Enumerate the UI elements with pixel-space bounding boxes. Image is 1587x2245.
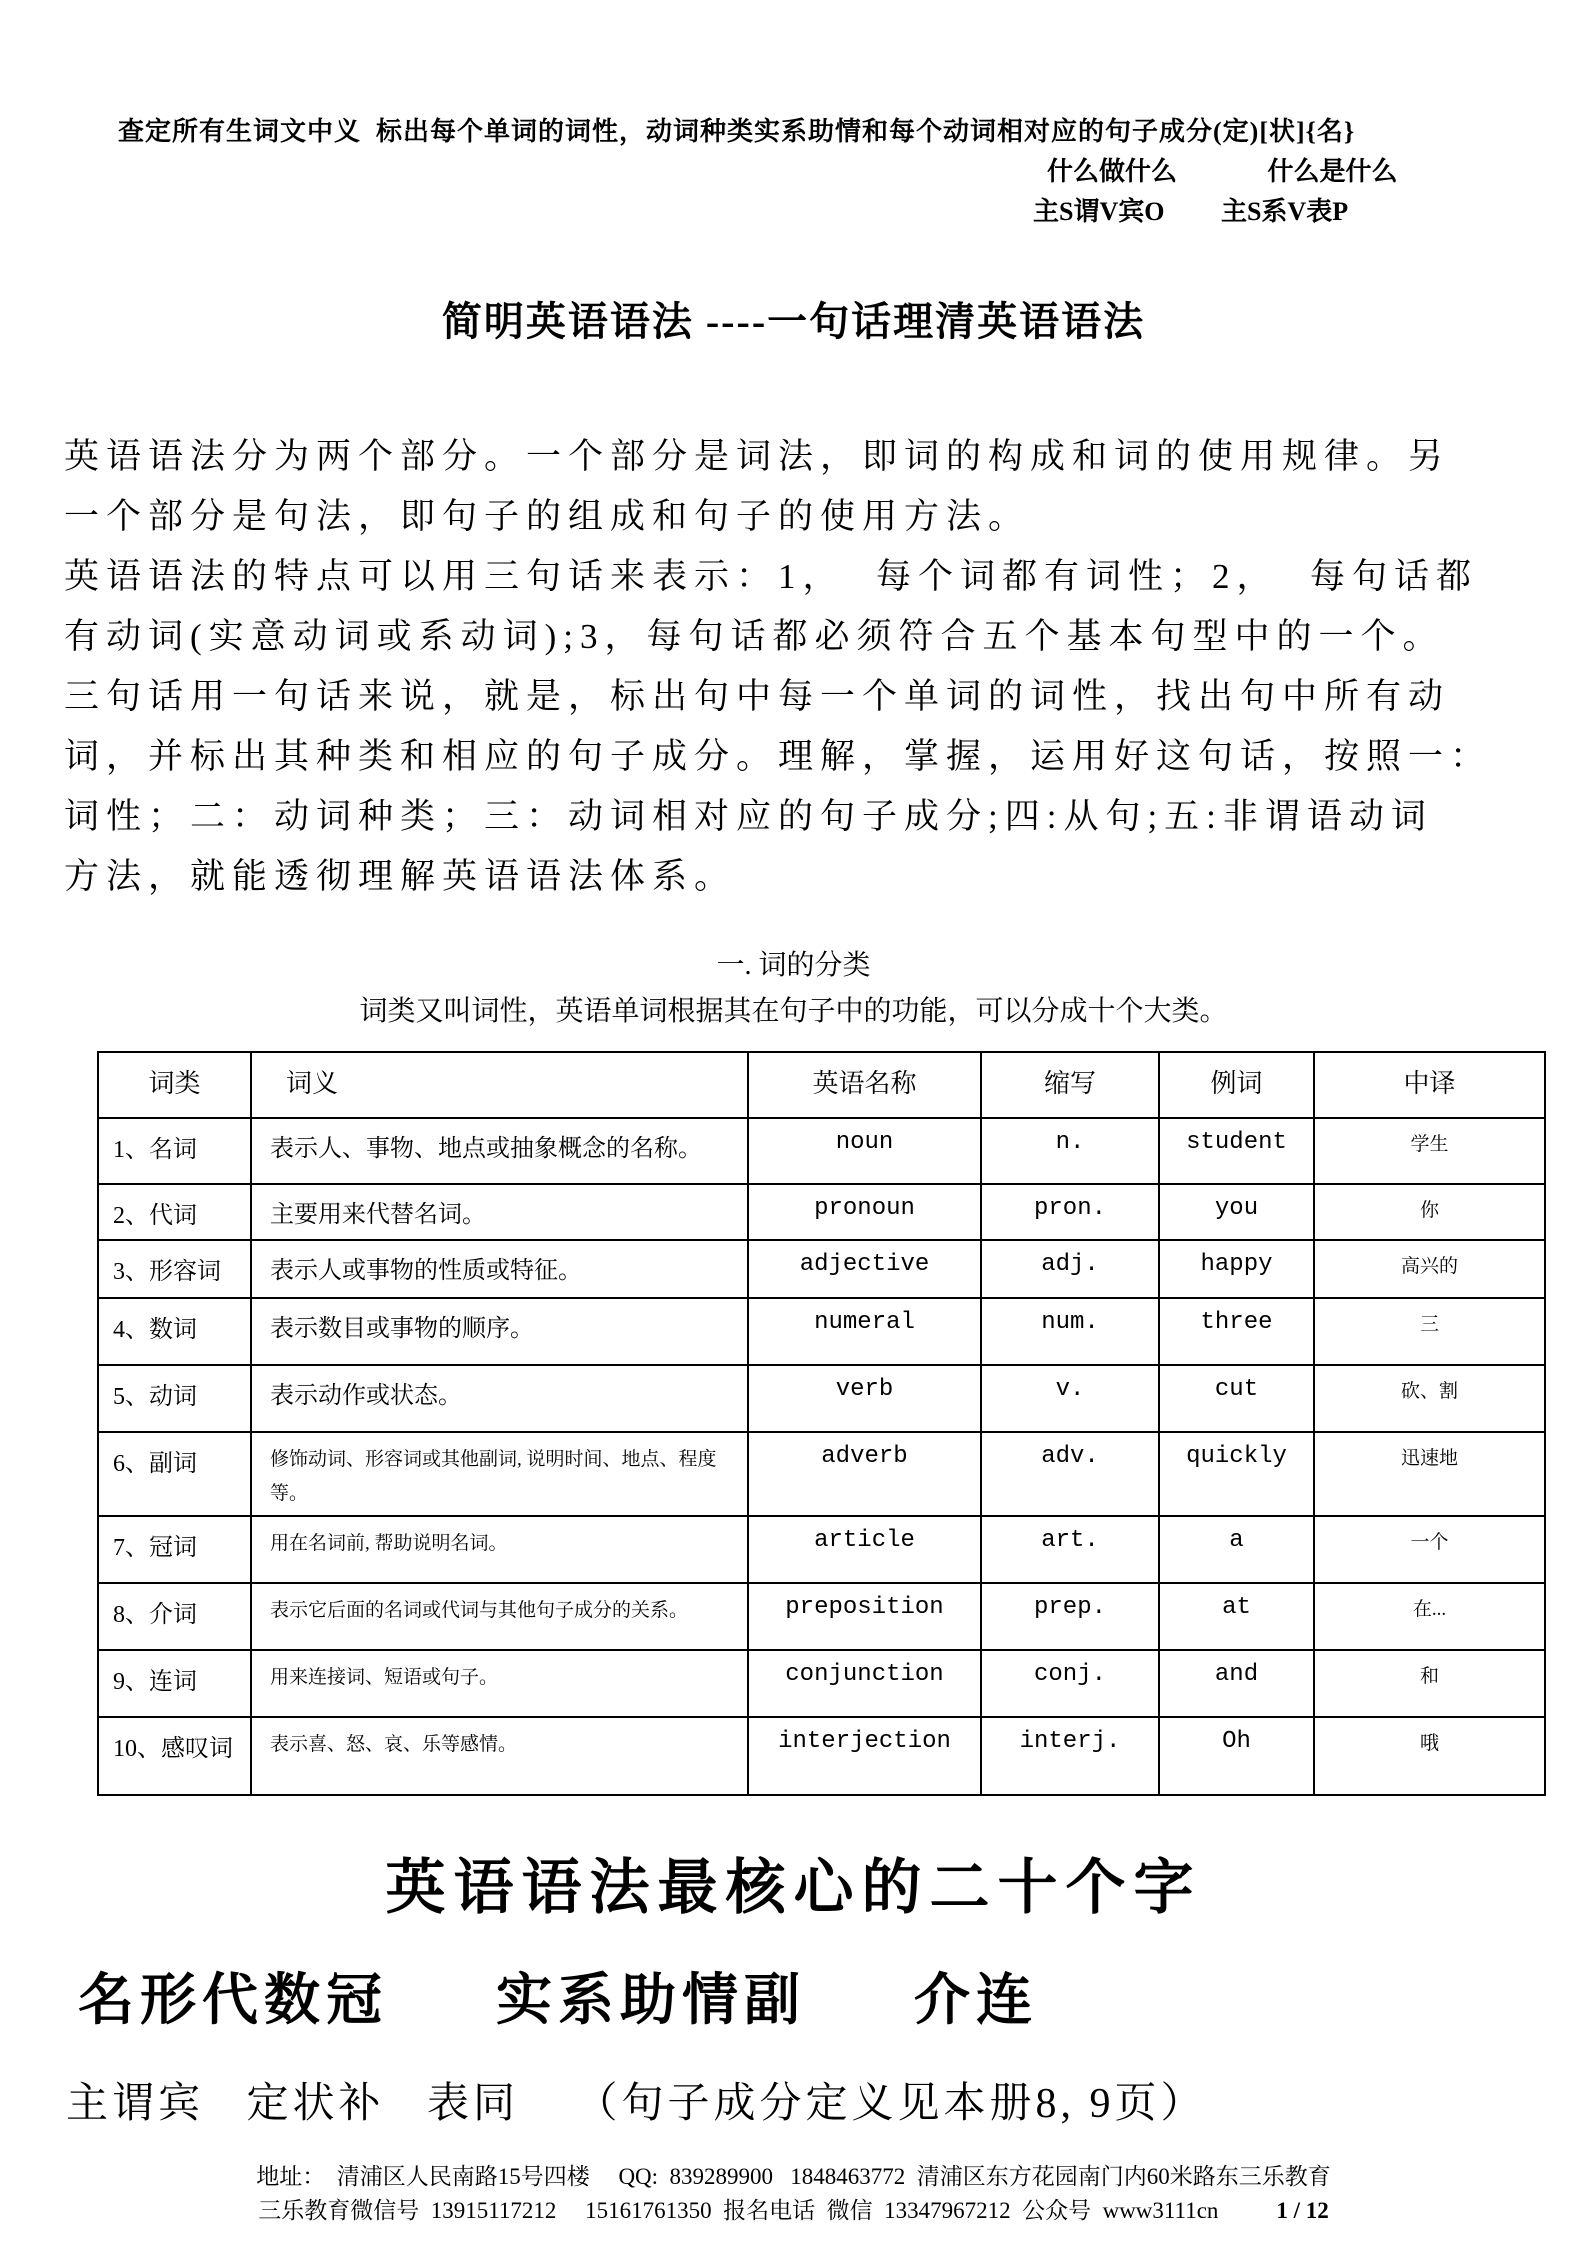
core-reference-note: （句子成分定义见本册8, 9页） [575, 2081, 1207, 2127]
table-row [98, 1184, 1545, 1240]
table-row [98, 1298, 1545, 1365]
annotation-svo-pattern: 主S谓V宾O [1033, 197, 1165, 226]
core-attr-adverbial-complement: 定状补 [246, 2081, 385, 2127]
cell-chinese-translation: 一个 [1314, 1516, 1545, 1583]
cell-example-word: you [1159, 1184, 1314, 1240]
cell-example-word: cut [1159, 1365, 1314, 1432]
page-title: 简明英语语法 ----一句话理清英语语法 [441, 299, 1146, 344]
annotation-what-does-what: 什么做什么 [1047, 157, 1178, 186]
table-row [98, 1516, 1545, 1583]
intro-line: 三句话用一句话来说，就是，标出句中每一个单词的词性，找出句中所有动 [64, 677, 1451, 716]
cell-english-name: noun [748, 1118, 981, 1184]
cell-abbreviation: num. [981, 1298, 1159, 1365]
cell-example-word: Oh [1159, 1717, 1314, 1795]
cell-example-word: at [1159, 1583, 1314, 1650]
cell-word-class: 1、名词 [98, 1118, 251, 1184]
core-sentence-elements-line [66, 2070, 1587, 2130]
cell-abbreviation: adv. [981, 1432, 1159, 1516]
page-footer [0, 2160, 1587, 2228]
cell-english-name: conjunction [748, 1650, 981, 1717]
cell-abbreviation: prep. [981, 1583, 1159, 1650]
intro-line: 词，并标出其种类和相应的句子成分。理解，掌握，运用好这句话，按照一： [64, 737, 1493, 776]
footer-address-line: 地址： 清浦区人民南路15号四楼 QQ: 839289900 1848463772 清浦区东方花园南门内60米路东三乐教育 [256, 2164, 1331, 2189]
table-row [98, 1650, 1545, 1717]
cell-chinese-translation: 在... [1314, 1583, 1545, 1650]
cell-meaning: 表示人或事物的性质或特征。 [251, 1240, 748, 1298]
cell-meaning: 表示人、事物、地点或抽象概念的名称。 [251, 1118, 748, 1184]
cell-abbreviation: n. [981, 1118, 1159, 1184]
cell-meaning: 用来连接词、短语或句子。 [251, 1650, 748, 1717]
intro-line: 英语语法的特点可以用三句话来表示：1， 每个词都有词性；2， 每句话都 [64, 557, 1479, 596]
core-group-noun-adj-pron-num-art: 名形代数冠 [78, 1970, 388, 2032]
section-subtitle: 词类又叫词性，英语单词根据其在句子中的功能，可以分成十个大类。 [359, 996, 1228, 1027]
cell-english-name: adjective [748, 1240, 981, 1298]
table-row [98, 1240, 1545, 1298]
cell-chinese-translation: 哦 [1314, 1717, 1545, 1795]
table-header-row [98, 1052, 1545, 1118]
header-word-class: 词类 [98, 1052, 251, 1118]
cell-meaning: 用在名词前, 帮助说明名词。 [251, 1516, 748, 1583]
cell-english-name: adverb [748, 1432, 981, 1516]
core-group-verb-types: 实系助情副 [496, 1970, 806, 2032]
cell-chinese-translation: 高兴的 [1314, 1240, 1545, 1298]
cell-word-class: 3、形容词 [98, 1240, 251, 1298]
cell-word-class: 6、副词 [98, 1432, 251, 1516]
core-word-classes-line [78, 1956, 1587, 2036]
core-predicative-appositive: 表同 [427, 2081, 520, 2127]
table-row [98, 1432, 1545, 1516]
cell-meaning: 修饰动词、形容词或其他副词, 说明时间、地点、程度等。 [251, 1432, 748, 1516]
cell-chinese-translation: 三 [1314, 1298, 1545, 1365]
cell-english-name: article [748, 1516, 981, 1583]
cell-example-word: student [1159, 1118, 1314, 1184]
intro-line: 方法，就能透彻理解英语语法体系。 [64, 857, 737, 896]
intro-line: 词性；二：动词种类；三：动词相对应的句子成分;四:从句;五:非谓语动词 [64, 797, 1433, 836]
table-row [98, 1365, 1545, 1432]
cell-abbreviation: interj. [981, 1717, 1159, 1795]
cell-abbreviation: conj. [981, 1650, 1159, 1717]
table-row [98, 1118, 1545, 1184]
cell-meaning: 表示数目或事物的顺序。 [251, 1298, 748, 1365]
cell-example-word: happy [1159, 1240, 1314, 1298]
annotation-line-2 [1047, 152, 1587, 192]
cell-word-class: 2、代词 [98, 1184, 251, 1240]
cell-chinese-translation: 和 [1314, 1650, 1545, 1717]
cell-example-word: a [1159, 1516, 1314, 1583]
intro-paragraph [64, 427, 1529, 907]
header-abbreviation: 缩写 [981, 1052, 1159, 1118]
cell-example-word: three [1159, 1298, 1314, 1365]
cell-word-class: 5、动词 [98, 1365, 251, 1432]
cell-chinese-translation: 你 [1314, 1184, 1545, 1240]
annotation-svp-pattern: 主S系V表P [1220, 197, 1349, 226]
top-annotation-note [0, 0, 1587, 232]
footer-contact-line [0, 2194, 1587, 2228]
header-chinese-translation: 中译 [1314, 1052, 1545, 1118]
cell-word-class: 9、连词 [98, 1650, 251, 1717]
core-twenty-characters-heading: 英语语法最核心的二十个字 [385, 1855, 1202, 1921]
core-group-prep-conj: 介连 [914, 1970, 1038, 2032]
cell-example-word: and [1159, 1650, 1314, 1717]
parts-of-speech-table [97, 1051, 1546, 1796]
annotation-line-1: 查定所有生词文中义 标出每个单词的词性，动词种类实系助情和每个动词相对应的句子成分(定)[状]{名} [118, 117, 1356, 146]
cell-abbreviation: art. [981, 1516, 1159, 1583]
cell-chinese-translation: 迅速地 [1314, 1432, 1545, 1516]
intro-line: 一个部分是句法，即句子的组成和句子的使用方法。 [64, 497, 1031, 536]
annotation-line-3 [1033, 192, 1587, 232]
cell-english-name: verb [748, 1365, 981, 1432]
cell-abbreviation: v. [981, 1365, 1159, 1432]
cell-meaning: 表示它后面的名词或代词与其他句子成分的关系。 [251, 1583, 748, 1650]
footer-contact-text: 三乐教育微信号 13915117212 15161761350 报名电话 微信 13347967212 公众号 www3111cn [258, 2198, 1219, 2223]
page-number: 1 / 12 [1276, 2198, 1329, 2223]
core-subject-predicate-object: 主谓宾 [66, 2081, 205, 2127]
intro-line: 英语语法分为两个部分。一个部分是词法，即词的构成和词的使用规律。另 [64, 437, 1451, 476]
table-row [98, 1717, 1545, 1795]
header-meaning: 词义 [251, 1052, 748, 1118]
cell-english-name: numeral [748, 1298, 981, 1365]
cell-example-word: quickly [1159, 1432, 1314, 1516]
intro-line: 有动词(实意动词或系动词);3，每句话都必须符合五个基本句型中的一个。 [64, 617, 1445, 656]
cell-meaning: 表示动作或状态。 [251, 1365, 748, 1432]
cell-abbreviation: adj. [981, 1240, 1159, 1298]
cell-english-name: pronoun [748, 1184, 981, 1240]
section-heading-word-classification: 一. 词的分类 [716, 950, 871, 981]
table-row [98, 1583, 1545, 1650]
header-english-name: 英语名称 [748, 1052, 981, 1118]
annotation-what-is-what: 什么是什么 [1267, 157, 1398, 186]
cell-meaning: 主要用来代替名词。 [251, 1184, 748, 1240]
cell-abbreviation: pron. [981, 1184, 1159, 1240]
cell-word-class: 10、感叹词 [98, 1717, 251, 1795]
cell-chinese-translation: 砍、割 [1314, 1365, 1545, 1432]
cell-chinese-translation: 学生 [1314, 1118, 1545, 1184]
cell-english-name: preposition [748, 1583, 981, 1650]
cell-meaning: 表示喜、怒、哀、乐等感情。 [251, 1717, 748, 1795]
header-example-word: 例词 [1159, 1052, 1314, 1118]
cell-word-class: 8、介词 [98, 1583, 251, 1650]
cell-word-class: 7、冠词 [98, 1516, 251, 1583]
cell-english-name: interjection [748, 1717, 981, 1795]
cell-word-class: 4、数词 [98, 1298, 251, 1365]
